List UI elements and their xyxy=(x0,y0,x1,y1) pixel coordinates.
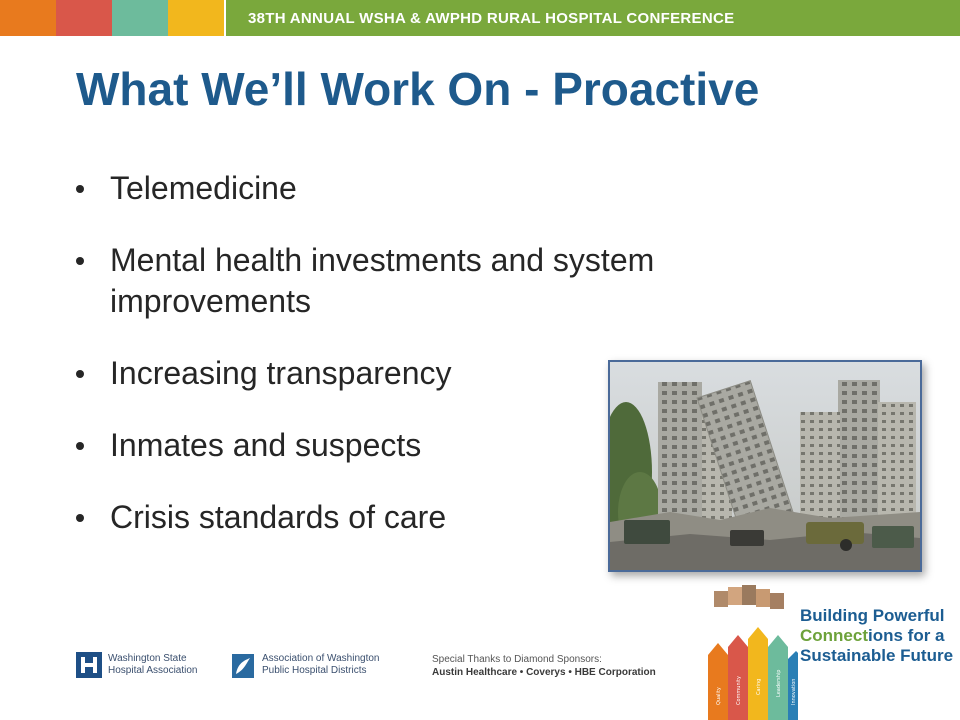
bullet-text: Mental health investments and system improvements xyxy=(110,242,655,319)
conference-tagline xyxy=(800,606,953,666)
sponsor-names: Austin Healthcare • Coverys • HBE Corporation xyxy=(432,667,656,678)
arrow-label-community: Community xyxy=(736,676,742,705)
arrow-label-caring: Caring xyxy=(756,678,762,695)
bullet-text: Inmates and suspects xyxy=(110,427,422,463)
wsha-name-line1: Washington State xyxy=(108,653,187,664)
sponsor-heading: Special Thanks to Diamond Sponsors: xyxy=(432,654,602,665)
tagline-line1: Building Powerful xyxy=(800,606,945,625)
bullet-item xyxy=(76,168,830,209)
bullet-item xyxy=(76,240,790,322)
awphd-logo-icon xyxy=(232,654,254,678)
wsha-name-line2: Hospital Association xyxy=(108,665,198,676)
tagline-line3: Sustainable Future xyxy=(800,646,954,665)
wsha-name xyxy=(108,653,198,677)
arrow-label-quality: Quality xyxy=(716,687,722,705)
tagline-line2 xyxy=(800,626,953,646)
bullet-dot-icon xyxy=(76,185,84,193)
arrow-label-innovation: Innovation xyxy=(791,678,797,705)
awphd-name xyxy=(262,653,379,677)
slide-title: What We’ll Work On - Proactive xyxy=(76,63,760,115)
wsha-logo-icon xyxy=(76,652,102,678)
conference-title: 38TH ANNUAL WSHA & AWPHD RURAL HOSPITAL CONFERENCE xyxy=(248,9,735,27)
awphd-name-line2: Public Hospital Districts xyxy=(262,665,367,676)
bullet-text: Telemedicine xyxy=(110,170,297,206)
bullet-dot-icon xyxy=(76,370,84,378)
bullet-dot-icon xyxy=(76,514,84,522)
awphd-name-line1: Association of Washington xyxy=(262,653,380,664)
building-connections-emblem-icon xyxy=(708,585,798,720)
bullet-dot-icon xyxy=(76,442,84,450)
collapsed-building-illustration xyxy=(610,362,920,570)
banner-swatch-orange xyxy=(0,0,56,36)
emblem-arrows xyxy=(708,627,798,720)
tagline-for-a: for a xyxy=(902,626,945,645)
banner-bar xyxy=(226,0,960,36)
bullet-text: Crisis standards of care xyxy=(110,499,447,535)
bullet-dot-icon xyxy=(76,257,84,265)
arrow-label-leadership: Leadership xyxy=(776,669,782,697)
collapsed-building-photo xyxy=(608,360,922,572)
tagline-connect: Connect xyxy=(800,626,868,645)
tagline-ions: ions xyxy=(868,626,903,645)
banner-swatch-red xyxy=(56,0,112,36)
banner-swatch-teal xyxy=(112,0,168,36)
bullet-text: Increasing transparency xyxy=(110,355,452,391)
banner-swatch-yellow xyxy=(168,0,224,36)
